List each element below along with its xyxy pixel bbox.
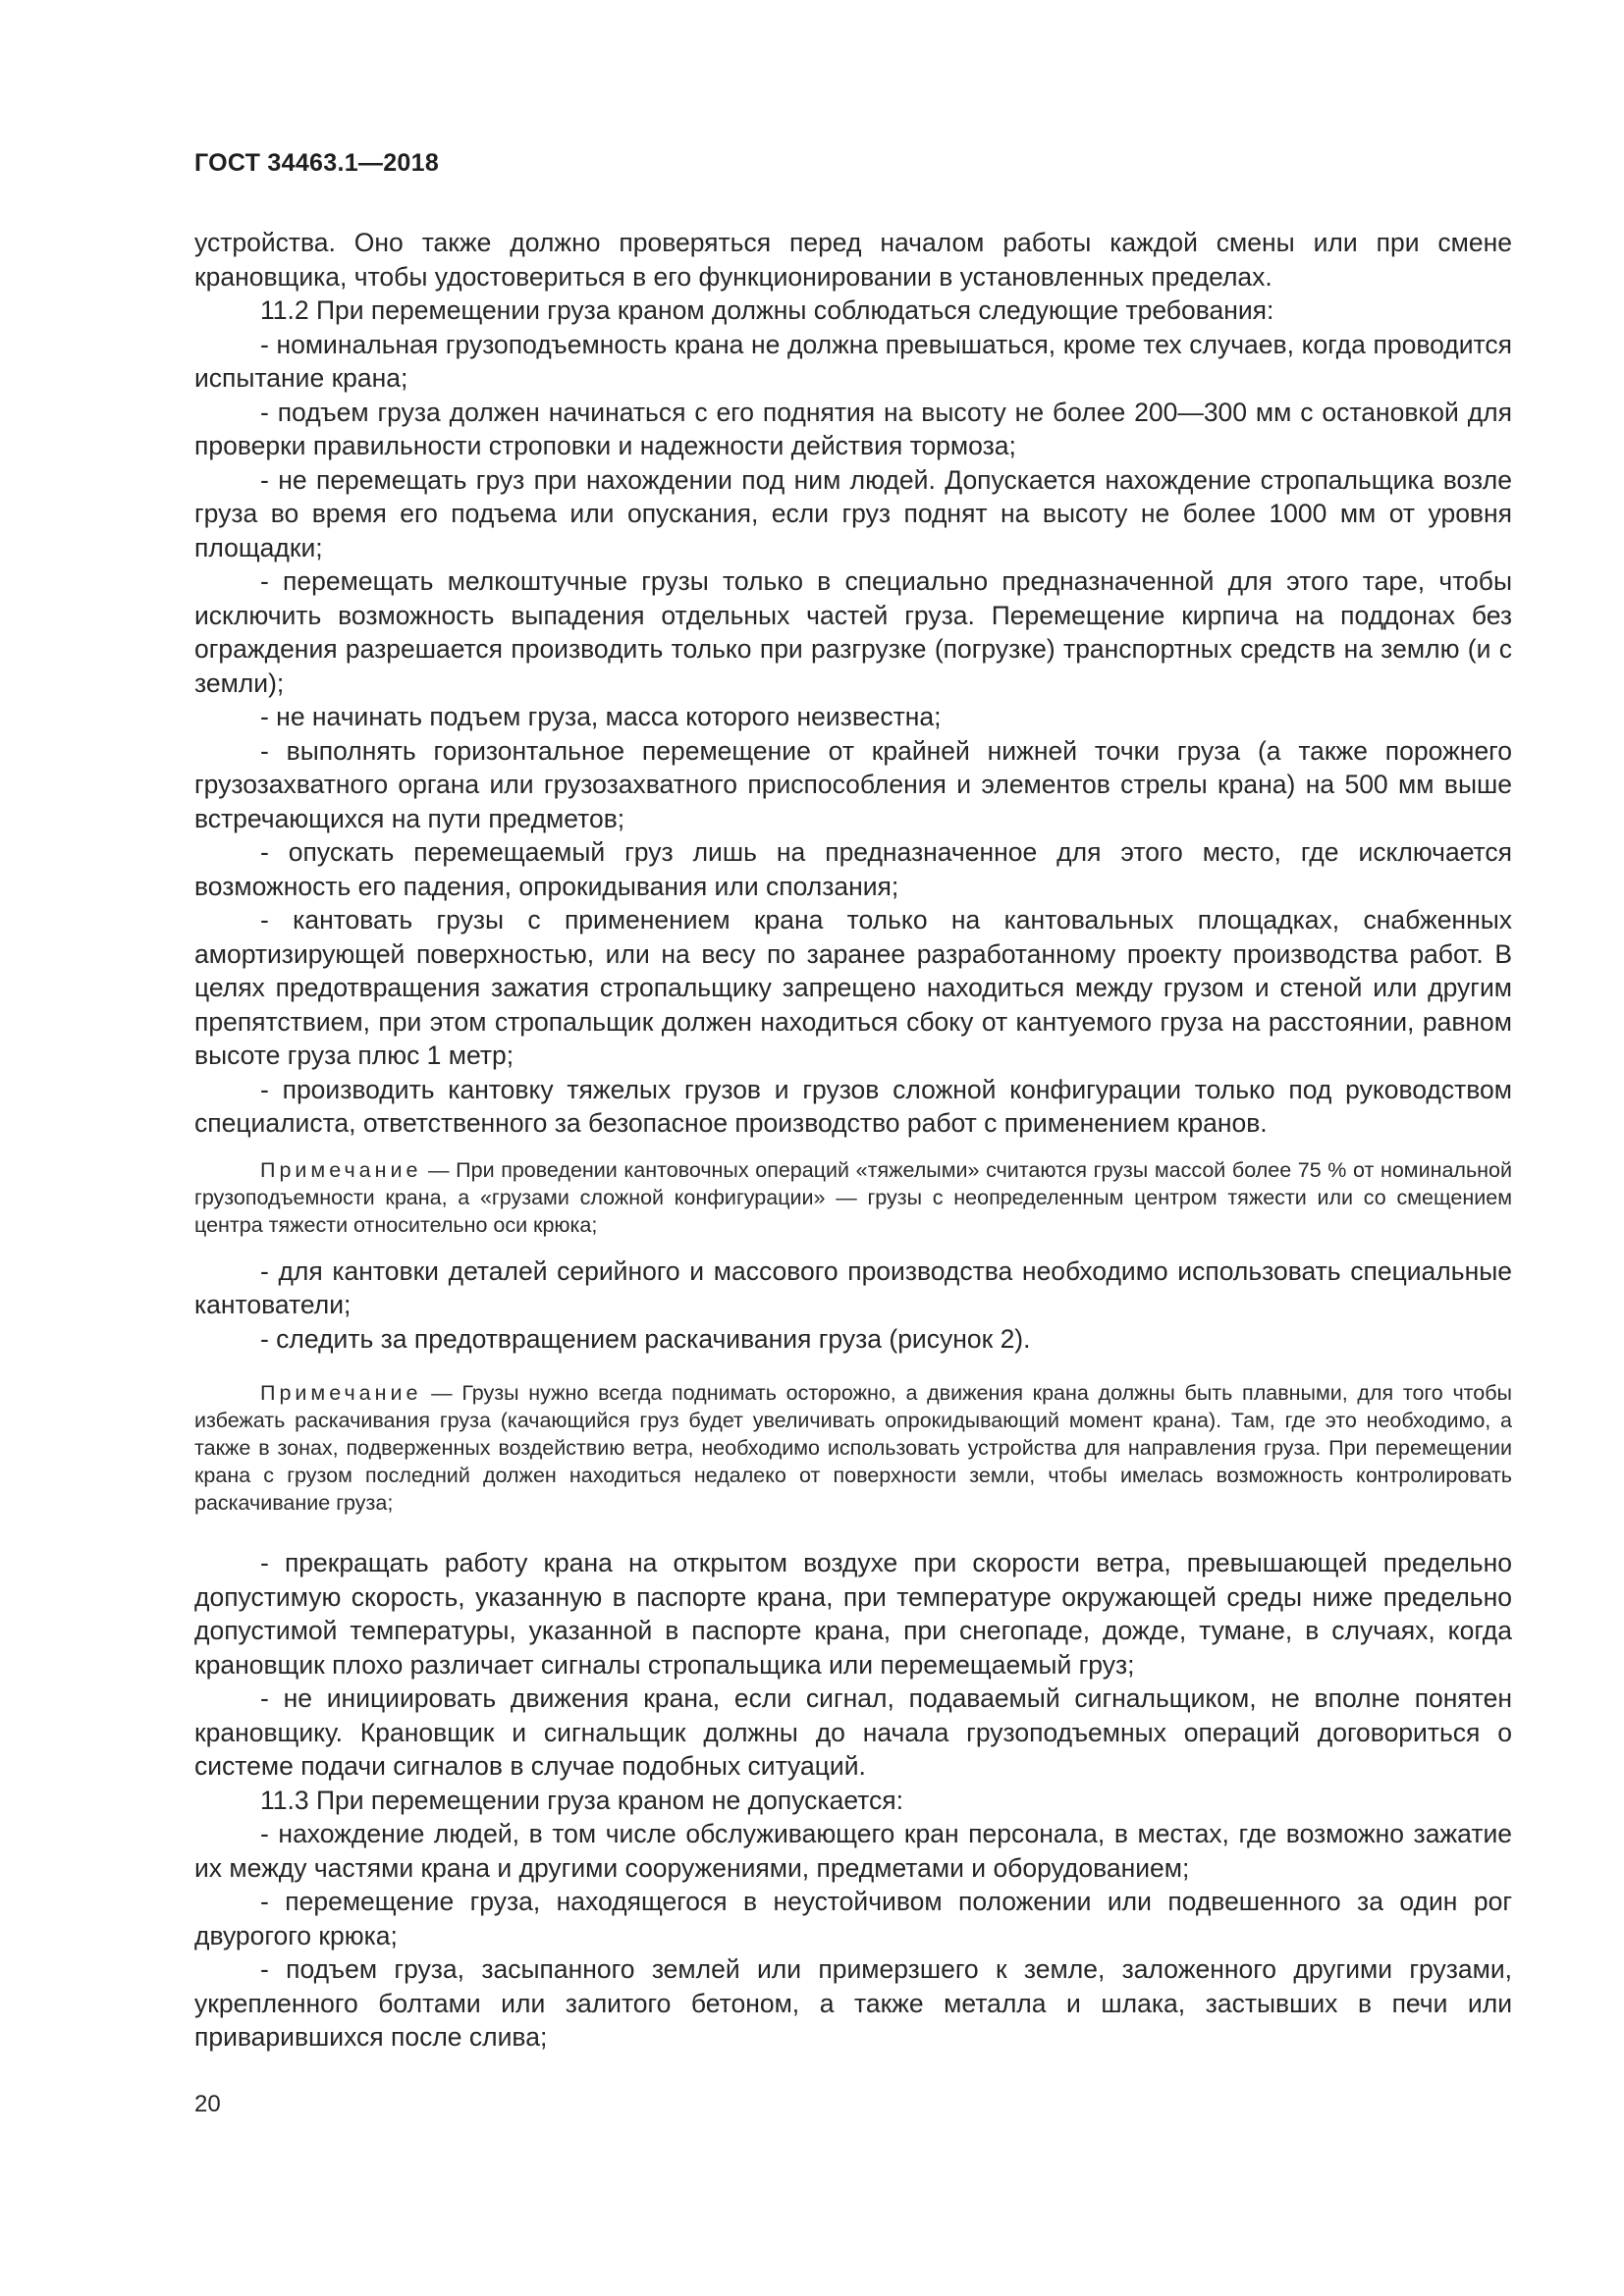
- list-item: - перемещать мелкоштучные грузы только в специально предназначенной для этого таре, чтобы исключить возможность выпадения отдельных частей груза. Перемещение кирпича на поддонах без ограждения разрешается производить только при разгрузке (погрузке) транспортных средств на землю (и с земли);: [194, 566, 1512, 698]
- list-item: - для кантовки деталей серийного и массового производства необходимо использовать специальные кантователи;: [194, 1255, 1512, 1319]
- list-item: - не перемещать груз при нахождении под ним людей. Допускается нахождение стропальщика возле груза во время его подъема или опускания, если груз поднят на высоту не более 1000 мм от уровня площадки;: [194, 464, 1512, 562]
- note-label: Примечание: [260, 1381, 422, 1405]
- list-item: - нахождение людей, в том числе обслуживающего кран персонала, в местах, где возможно зажатие их между частями крана и другими сооружениями, предметами и оборудованием;: [194, 1819, 1512, 1883]
- list-item: - следить за предотвращением раскачивания груза (рисунок 2).: [260, 1323, 1031, 1354]
- list-item: - не инициировать движения крана, если сигнал, подаваемый сигнальщиком, не вполне понятен крановщику. Крановщик и сигнальщик должны до начала грузоподъемных операций договориться о системе подачи сигналов в случае подобных ситуаций.: [194, 1683, 1512, 1781]
- list-item: - опускать перемещаемый груз лишь на предназначенное для этого место, где исключается возможность его падения, опрокидывания или сползания;: [194, 837, 1512, 901]
- page-number: 20: [194, 2091, 221, 2117]
- list-item: - кантовать грузы с применением крана только на кантовальных площадках, снабженных амортизирующей поверхностью, или на весу по заранее разработанному проекту производства работ. В целях предотвращения зажатия стропальщику запрещено находиться между грузом и стеной или другим препятствием, при этом стропальщик должен находиться сбоку от кантуемого груза на расстоянии, равном высоте груза плюс 1 метр;: [194, 905, 1512, 1070]
- list-item: - производить кантовку тяжелых грузов и грузов сложной конфигурации только под руководством специалиста, ответственного за безопасное производство работ с применением кранов.: [194, 1074, 1512, 1138]
- document-header: ГОСТ 34463.1—2018: [194, 149, 440, 177]
- paragraph: устройства. Оно также должно проверяться перед началом работы каждой смены или при смене крановщика, чтобы удостовериться в его функционировании в установленных пределах.: [194, 228, 1512, 292]
- section-heading-11-2: 11.2 При перемещении груза краном должны соблюдаться следующие требования:: [260, 295, 1274, 325]
- list-item: - выполнять горизонтальное перемещение от крайней нижней точки груза (а также порожнего грузозахватного органа или грузозахватного приспособления и элементов стрелы крана) на 500 мм выше встречающихся на пути предметов;: [194, 735, 1512, 833]
- note-text: — Грузы нужно всегда поднимать осторожно, а движения крана должны быть плавными, для того чтобы избежать раскачивания груза (качающийся груз будет увеличивать опрокидывающий момент крана). Там, где это необходимо, а также в зонах, подверженных воздействию ветра, необходимо использовать устройства для направления груза. При перемещении крана с грузом последний должен находиться недалеко от поверхности земли, чтобы имелась возможность контролировать раскачивание груза;: [194, 1381, 1512, 1515]
- list-item: - подъем груза, засыпанного землей или примерзшего к земле, заложенного другими грузами, укрепленного болтами или залитого бетоном, а также металла и шлака, застывших в печи или приварившихся после слива;: [194, 1954, 1512, 2052]
- list-item: - подъем груза должен начинаться с его поднятия на высоту не более 200—300 мм с остановкой для проверки правильности строповки и надежности действия тормоза;: [194, 397, 1512, 460]
- note-1: [194, 1156, 1512, 1239]
- list-item: - прекращать работу крана на открытом воздухе при скорости ветра, превышающей предельно допустимую скорость, указанную в паспорте крана, при температуре окружающей среды ниже предельно допустимой температуры, указанной в паспорте крана, при снегопаде, дожде, тумане, в случаях, когда крановщик плохо различает сигналы стропальщика или перемещаемый груз;: [194, 1548, 1512, 1680]
- note-label: Примечание: [260, 1157, 422, 1182]
- note-2: [194, 1379, 1512, 1517]
- note-text: — При проведении кантовочных операций «тяжелыми» считаются грузы массой более 75 % от номинальной грузоподъемности крана, а «грузами сложной конфигурации» — грузы с неопределенным центром тяжести или со смещением центра тяжести относительно оси крюка;: [194, 1157, 1512, 1237]
- list-item: - перемещение груза, находящегося в неустойчивом положении или подвешенного за один рог двурогого крюка;: [194, 1887, 1512, 1950]
- section-heading-11-3: 11.3 При перемещении груза краном не допускается:: [260, 1785, 903, 1815]
- list-item: - номинальная грузоподъемность крана не должна превышаться, кроме тех случаев, когда проводится испытание крана;: [194, 329, 1512, 393]
- document-body: [194, 226, 1512, 2055]
- list-item: - не начинать подъем груза, масса которого неизвестна;: [260, 702, 942, 731]
